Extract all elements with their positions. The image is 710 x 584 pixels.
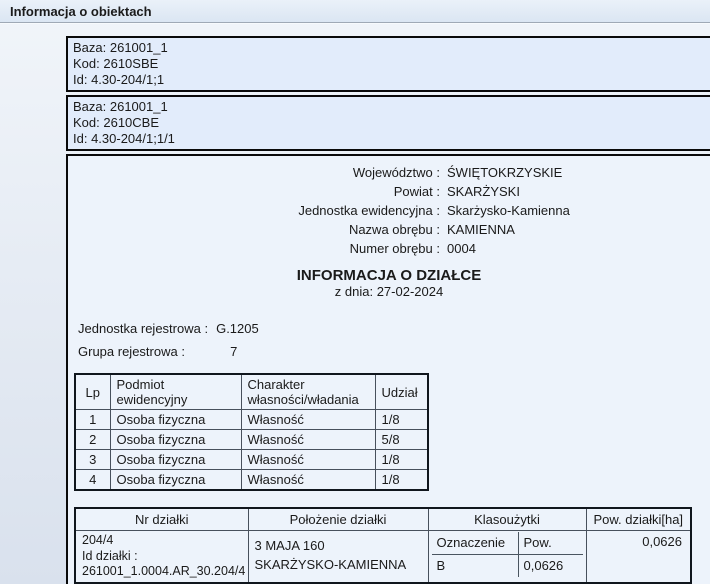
object-box-id: Id: 4.30-204/1;1 — [73, 72, 165, 87]
parcel-header-nr: Nr działki — [75, 508, 248, 531]
location-fields — [68, 163, 710, 258]
object-box-baza: Baza: 261001_1 — [73, 99, 168, 114]
klaso-value-pow: 0,0626 — [518, 555, 583, 577]
klasouzytki-subtable — [432, 532, 583, 577]
object-info-stack — [66, 36, 710, 584]
cell-udzial: 1/8 — [375, 450, 428, 470]
field-label-grupa-rejestrowa: Grupa rejestrowa : — [78, 344, 185, 359]
owners-header-row — [75, 374, 428, 410]
owners-header-lp: Lp — [75, 374, 110, 410]
cell-udzial: 1/8 — [375, 470, 428, 491]
parcel-table — [74, 507, 692, 584]
klaso-header-pow: Pow. — [518, 532, 583, 555]
field-label-numer-obrebu: Numer obrębu : — [349, 241, 440, 256]
cell-pow-dzialki: 0,0626 — [586, 531, 691, 583]
cell-charakter: Własność — [241, 450, 375, 470]
panel-header — [0, 0, 710, 23]
table-row — [75, 531, 691, 583]
field-value-nazwa-obrebu: KAMIENNA — [447, 222, 515, 237]
cell-polozenie — [248, 531, 428, 583]
field-label-jednostka-rejestrowa: Jednostka rejestrowa : — [78, 321, 209, 336]
cell-podmiot: Osoba fizyczna — [110, 450, 241, 470]
owners-header-podmiot: Podmiot ewidencyjny — [110, 374, 241, 410]
cell-lp: 4 — [75, 470, 110, 491]
cell-nr-dzialki — [75, 531, 248, 583]
table-row — [75, 410, 428, 430]
parcel-address-line: 3 MAJA 160 — [254, 538, 325, 553]
parcel-address-line: SKARŻYSKO-KAMIENNA — [254, 557, 407, 572]
parcel-header-polozenie: Położenie działki — [248, 508, 428, 531]
cell-lp: 3 — [75, 450, 110, 470]
field-value-jednostka-ewidencyjna: Skarżysko-Kamienna — [447, 203, 570, 218]
field-label-powiat: Powiat : — [393, 184, 440, 199]
field-value-powiat: SKARŻYSKI — [447, 184, 520, 199]
parcel-header-klasouzytki: Klasoużytki — [428, 508, 586, 531]
content-area — [0, 23, 710, 584]
parcel-info-panel — [66, 154, 710, 584]
cell-udzial: 1/8 — [375, 410, 428, 430]
owners-header-udzial: Udział — [375, 374, 428, 410]
cell-lp: 1 — [75, 410, 110, 430]
owners-table — [74, 373, 429, 491]
cell-podmiot: Osoba fizyczna — [110, 410, 241, 430]
field-value-grupa-rejestrowa: 7 — [230, 344, 238, 359]
field-value-jednostka-rejestrowa: G.1205 — [216, 321, 259, 336]
object-box-kod: Kod: 2610SBE — [73, 56, 159, 71]
cell-podmiot: Osoba fizyczna — [110, 470, 241, 491]
object-box-kod: Kod: 2610CBE — [73, 115, 160, 130]
field-label-jednostka-ewidencyjna: Jednostka ewidencyjna : — [298, 203, 440, 218]
cell-charakter: Własność — [241, 430, 375, 450]
cell-charakter: Własność — [241, 470, 375, 491]
parcel-number: 204/4 — [82, 533, 114, 547]
object-box-parcel[interactable] — [66, 36, 710, 92]
panel-title: Informacja o obiektach — [10, 3, 152, 19]
owners-header-charakter: Charakter własności/władania — [241, 374, 375, 410]
register-fields — [78, 317, 710, 363]
parcel-id-label: Id działki : — [82, 548, 138, 563]
document-date: z dnia: 27-02-2024 — [334, 284, 444, 299]
cell-klasouzytki — [428, 531, 586, 583]
cell-charakter: Własność — [241, 410, 375, 430]
object-box-baza: Baza: 261001_1 — [73, 40, 168, 55]
field-value-numer-obrebu: 0004 — [447, 241, 476, 256]
cell-podmiot: Osoba fizyczna — [110, 430, 241, 450]
parcel-header-pow: Pow. działki[ha] — [586, 508, 691, 531]
table-row — [75, 430, 428, 450]
klaso-value-oznaczenie: B — [436, 558, 446, 573]
field-label-wojewodztwo: Województwo : — [352, 165, 440, 180]
cell-udzial: 5/8 — [375, 430, 428, 450]
table-row — [75, 470, 428, 491]
parcel-header-row — [75, 508, 691, 531]
object-box-id: Id: 4.30-204/1;1/1 — [73, 131, 175, 146]
klaso-header-oznaczenie: Oznaczenie — [432, 532, 518, 555]
object-box-parcel-sub[interactable] — [66, 95, 710, 151]
parcel-id-value: 261001_1.0004.AR_30.204/4 — [82, 564, 246, 578]
table-row — [75, 450, 428, 470]
document-title: INFORMACJA O DZIAŁCE — [296, 267, 482, 284]
field-value-wojewodztwo: ŚWIĘTOKRZYSKIE — [447, 165, 563, 180]
cell-lp: 2 — [75, 430, 110, 450]
field-label-nazwa-obrebu: Nazwa obrębu : — [348, 222, 440, 237]
